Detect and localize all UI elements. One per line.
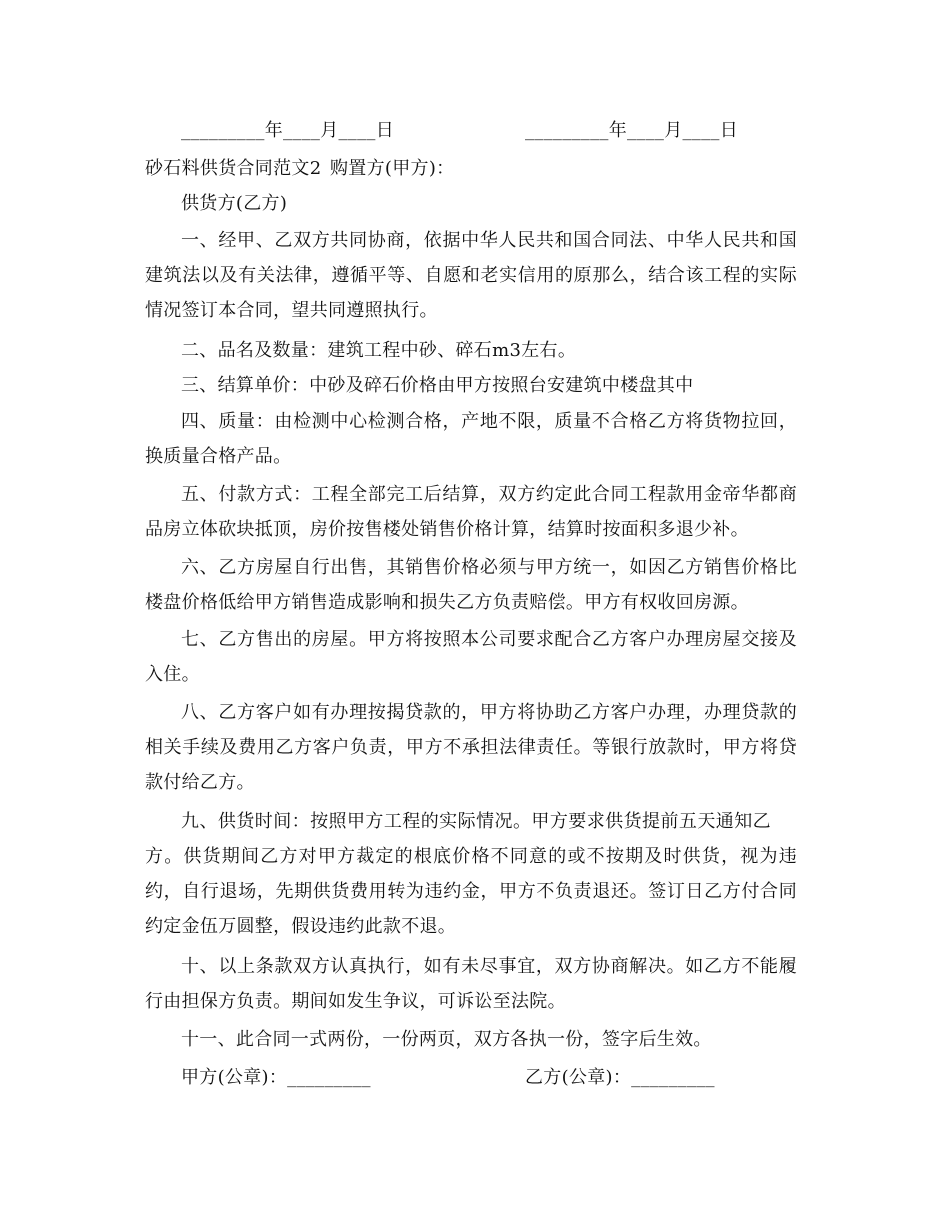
clause-2: 二、品名及数量：建筑工程中砂、碎石m3左右。 <box>181 340 577 361</box>
clause-1-line-1: 一、经甲、乙双方共同协商，依据中华人民共和国合同法、中华人民共和国 <box>181 230 797 251</box>
clause-4-line-1: 四、质量：由检测中心检测合格，产地不限，质量不合格乙方将货物拉回， <box>181 411 797 432</box>
clause-1-line-3: 情况签订本合同，望共同遵照执行。 <box>145 300 438 321</box>
clause-9-line-4: 约定金伍万圆整，假设违约此款不退。 <box>145 916 457 937</box>
clause-10-line-1: 十、以上条款双方认真执行，如有未尽事宜，双方协商解决。如乙方不能履 <box>181 956 797 977</box>
clause-6-line-2: 楼盘价格低给甲方销售造成影响和损失乙方负责赔偿。甲方有权收回房源。 <box>145 592 749 613</box>
clause-9-line-2: 方。供货期间乙方对甲方裁定的根底价格不同意的或不按期及时供货，视为违 <box>145 846 797 867</box>
clause-10-line-2: 行由担保方负责。期间如发生争议，可诉讼至法院。 <box>145 991 566 1012</box>
document-title: 砂石料供货合同范文2 <box>145 158 322 179</box>
clause-7-line-1: 七、乙方售出的房屋。甲方将按照本公司要求配合乙方客户办理房屋交接及 <box>181 629 797 650</box>
clause-3: 三、结算单价：中砂及碎石价格由甲方按照台安建筑中楼盘其中 <box>181 375 694 396</box>
clause-11: 十一、此合同一式两份，一份两页，双方各执一份，签字后生效。 <box>181 1029 712 1050</box>
clause-8-line-2: 相关手续及费用乙方客户负责，甲方不承担法律责任。等银行放款时，甲方将贷 <box>145 737 797 758</box>
clause-4-line-2: 换质量合格产品。 <box>145 446 292 467</box>
party-b-seal-line: 乙方(公章)：_________ <box>525 1067 715 1088</box>
clause-8-line-1: 八、乙方客户如有办理按揭贷款的，甲方将协助乙方客户办理，办理贷款的 <box>181 702 797 723</box>
clause-9-line-1: 九、供货时间：按照甲方工程的实际情况。甲方要求供货提前五天通知乙 <box>181 811 771 832</box>
party-a-seal-line: 甲方(公章)：_________ <box>181 1067 371 1088</box>
clause-8-line-3: 款付给乙方。 <box>145 772 255 793</box>
clause-7-line-2: 入住。 <box>145 664 200 685</box>
clause-6-line-1: 六、乙方房屋自行出售，其销售价格必须与甲方统一，如因乙方销售价格比 <box>181 557 797 578</box>
clause-1-line-2: 建筑法以及有关法律，遵循平等、自愿和老实信用的原那么，结合该工程的实际 <box>145 265 797 286</box>
buyer-label: 购置方(甲方)： <box>330 158 455 179</box>
clause-5-line-1: 五、付款方式：工程全部完工后结算，双方约定此合同工程款用金帝华都商 <box>181 484 797 505</box>
clause-9-line-3: 约，自行退场，先期供货费用转为违约金，甲方不负责退还。签订日乙方付合同 <box>145 881 797 902</box>
clause-5-line-2: 品房立体砍块抵顶，房价按售楼处销售价格计算，结算时按面积多退少补。 <box>145 519 749 540</box>
date-line-left: _________年____月____日 <box>181 120 394 141</box>
supplier-label: 供货方(乙方) <box>181 193 288 214</box>
date-line-right: _________年____月____日 <box>525 120 738 141</box>
